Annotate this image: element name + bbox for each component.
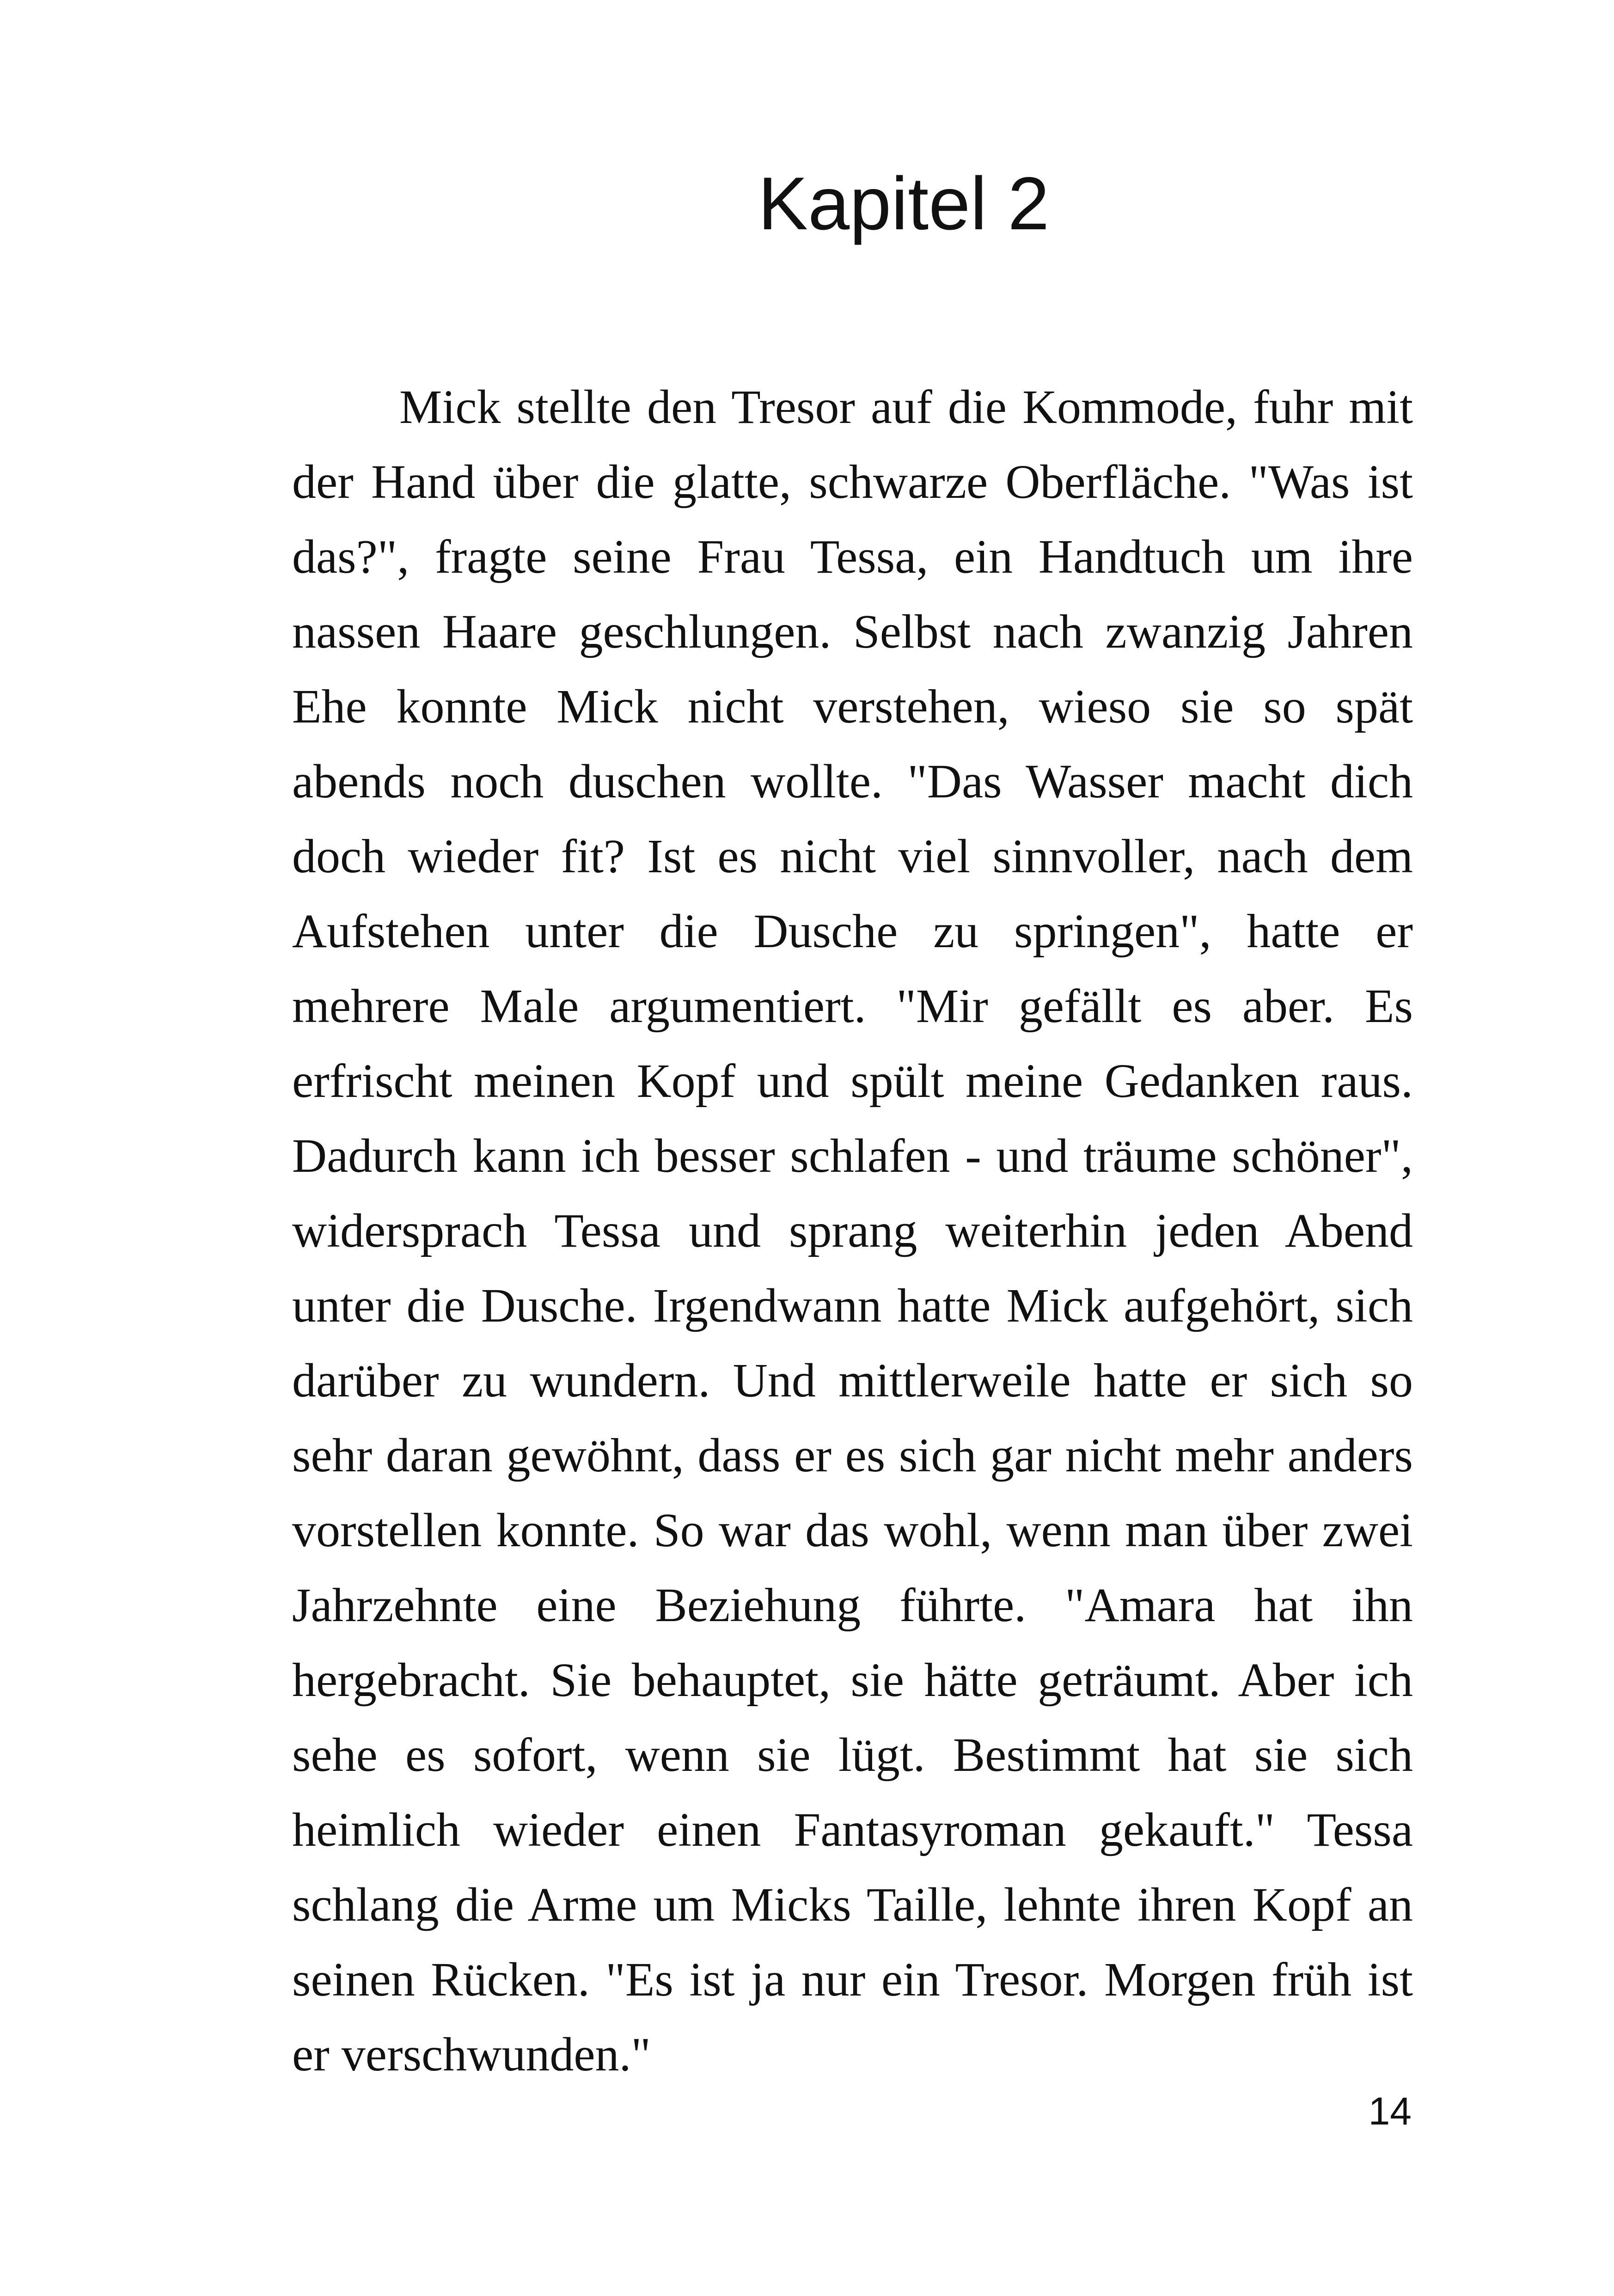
page-number: 14 bbox=[1368, 2089, 1412, 2133]
body-paragraph: Mick stellte den Tresor auf die Kommode, fuhr mit der Hand über die glatte, schwarze Oberfläche. "Was ist das?", fragte seine Frau Tessa, ein Handtuch um ihre nassen Haare geschlungen. Selbst nach zwanzig Jahren Ehe konnte Mick nicht verstehen, wieso sie so spät abends noch duschen wollte. "Das Wasser macht dich doch wieder fit? Ist es nicht viel sinnvoller, nach dem Aufstehen unter die Dusche zu springen", hatte er mehrere Male argumentiert. "Mir gefällt es aber. Es erfrischt meinen Kopf und spült meine Gedanken raus. Dadurch kann ich besser schlafen - und träume schöner", widersprach Tessa und sprang weiterhin jeden Abend unter die Dusche. Irgendwann hatte Mick aufgehört, sich darüber zu wundern. Und mittlerweile hatte er sich so sehr daran gewöhnt, dass er es sich gar nicht mehr anders vorstellen konnte. So war das wohl, wenn man über zwei Jahrzehnte eine Beziehung führte. "Amara hat ihn hergebracht. Sie behauptet, sie hätte geträumt. Aber ich sehe es sofort, wenn sie lügt. Bestimmt hat sie sich heimlich wieder einen Fantasyroman gekauft." Tessa schlang die Arme um Micks Taille, lehnte ihren Kopf an seinen Rücken. "Es ist ja nur ein Tresor. Morgen früh ist er verschwunden." bbox=[292, 380, 1413, 2081]
chapter-title: Kapitel 2 bbox=[758, 162, 1050, 245]
